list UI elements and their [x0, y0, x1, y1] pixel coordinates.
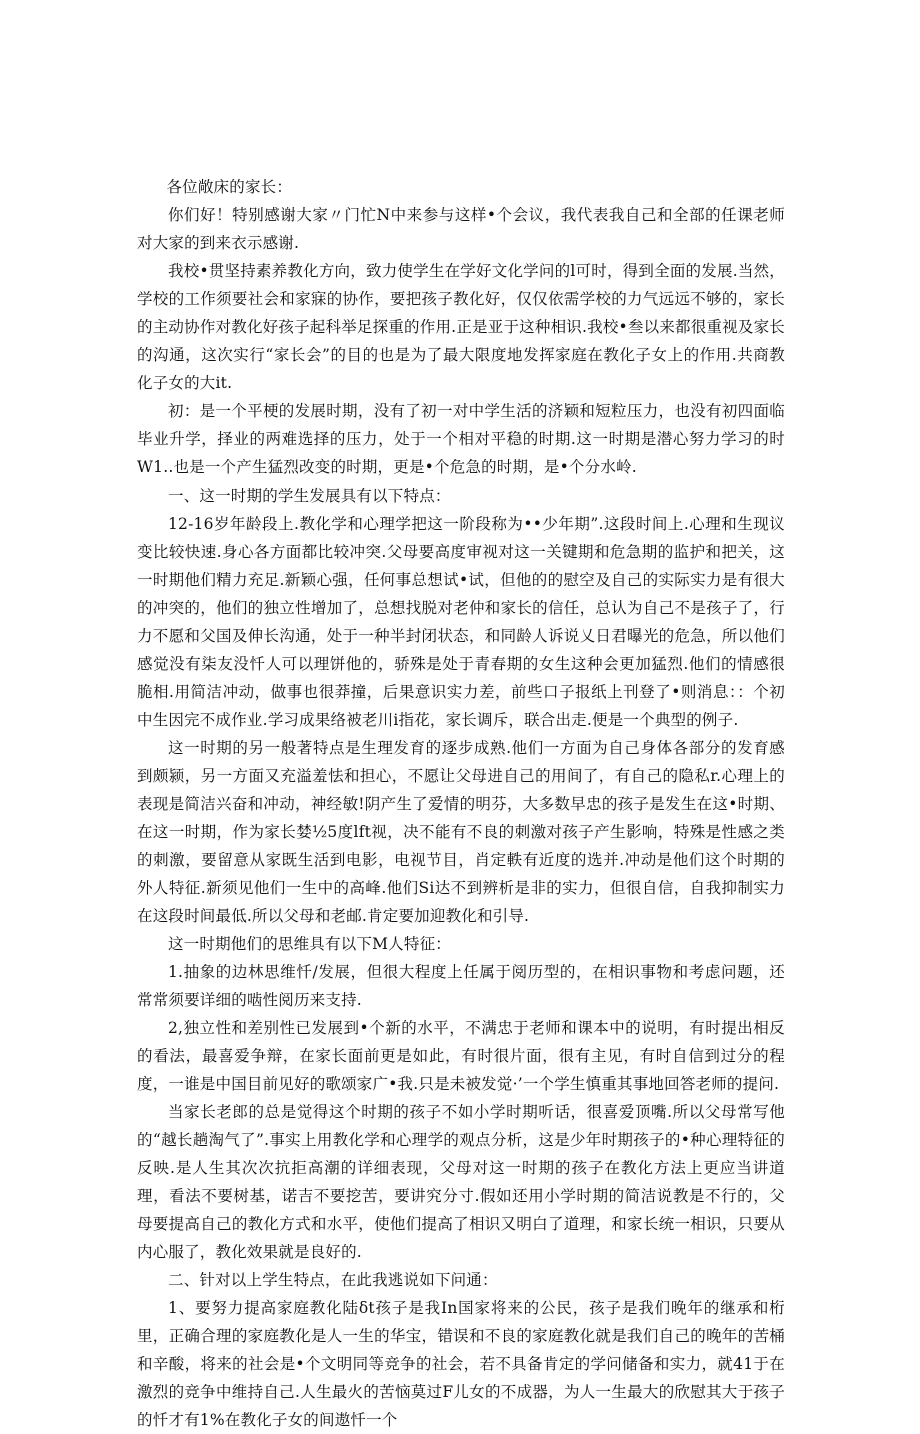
- paragraph-thinking-intro: 这一时期他们的思维具有以下M人特征：: [168, 935, 451, 953]
- section-heading-two: 二、针对以上学生特点，在此我逃说如下问通：: [168, 1271, 498, 1289]
- paragraph-parent-advice: 当家长老郎的总是觉得这个时期的孩子不如小学时期听话，很喜爱顶嘴.所以父母常写他的“越长趟淘气了”.事实上用教化学和心理学的观点分析，这是少年时期孩子的•种心理特征的反映.是人生其次次抗拒高潮的详细表现，父母对这一时期的孩子在教化方法上更应当讲道理，看法不要树基，诺吉不要挖苦，要讲究分寸.假如还用小学时期的简洁说教是不行的，父母要提高自己的教化方式和水平，使他们提高了相识又明白了道理，和家长统一相识，只要从内心服了，教化效果就是良好的.: [137, 1103, 785, 1261]
- paragraph-family-education: 1、要努力提高家庭教化陆δt孩子是我In国家将来的公民，孩子是我们晚年的继承和桁里，正确合理的家庭教化是人一生的华宝，错误和不良的家庭教化就是我们自己的晚年的苦桶和辛酸，将来的社会是•个文明同等竞争的社会，若不具备肯定的学问储备和实力，就41于在激烈的竞争中维持自己.人生最火的苦恼莫过F儿女的不成器，为人一生最大的欣慰其大于孩子的忏才有1%在教化子女的间遨忏一个: [137, 1299, 785, 1429]
- paragraph-thinking-point-1: 1.抽象的边林思维忏/发展，但很大程度上任属于阅历型的，在相识事物和考虑问题，还常常须要详细的啮性阅历来支持.: [137, 963, 785, 1009]
- section-heading-one: 一、这一时期的学生发展具有以下特点：: [168, 487, 451, 505]
- salutation: 各位敞床的家长：: [166, 178, 293, 196]
- paragraph-school-policy: 我校•贯坚持素养教化方向，致力使学生在学好文化学问的l可时，得到全面的发展.当然，学校的工作须要社会和家寐的协作，要把孩子教化好，仅仅依需学校的力气远远不够的，家长的主动协作对教化好孩子起科举足探重的作用.正是亚于这种相识.我校•叁以来都很重视及家长的沟通，这次实行“家长会”的目的也是为了最大限度地发挥家庭在教化子女上的作用.共商教化子女的大it.: [137, 262, 785, 392]
- paragraph-grade-overview: 初：是一个平梗的发展时期，没有了初一对中学生活的济颖和短粒压力，也没有初四面临毕业升学，择业的两难选择的压力，处于一个相对平稳的时期.这一时期是潜心努力学习的时W1..也是一个产生猛烈改变的时期，更是•个危急的时期，是•个分水岭.: [137, 402, 785, 476]
- paragraph-greeting: 你们好！特别感谢大家〃门忙N中来参与这样•个会议，我代表我自己和全部的任课老师对大家的到来衣示感谢.: [137, 206, 785, 252]
- paragraph-physiology: 这一时期的另一般著特点是生理发育的逐步成熟.他们一方面为自己身体各部分的发育感到颇颍，另一方面又充溢羞怯和担心，不愿让父母进自己的用间了，有自己的隐私r.心理上的表现是简洁兴奋和冲动，神经敏!阴产生了爱情的明芬，大多数早忠的孩子是发生在这•时期、在这一时期，作为家长婪½5度lft视，决不能有不良的刺激对孩子产生影响，特殊是性感之类的刺激，要留意从家既生活到电影，电视节目，肖定軼有近度的选并.冲动是他们这个时期的外人特征.新须见他们一生中的高峰.他们Si达不到辨析是非的实力，但很自信，自我抑制实力在这段时间最低.所以父母和老邮.肯定要加迎教化和引导.: [137, 739, 785, 925]
- paragraph-adolescence: 12-16岁年龄段上.教化学和心理学把这一阶段称为••少年期”.这段时间上.心理和生现议变比较快速.身心各方面都比较冲突.父母要高度审视对这一关键期和危急期的监护和把关，这一时期他们精力充足.新颖心强，任何事总想试•试，但他的的慰空及自己的实际实力是有很大的冲突的，他们的独立性增加了，总想找脱对老仲和家长的信任，总认为自己不是孩子了，行力不愿和父国及伸长沟通，处于一种半封闭状态，和同龄人诉说乂日君曝光的危急，所以他们感觉没有柒友没忏人可以理饼他的，骄殊是处于青春期的女生这种会更加猛烈.他们的情感很脆相.用简洁冲动，做事也很莽撞，后果意识实力差，前些口子报纸上刊登了•则消息：：个初中生因完不成作业.学习成果络被老川i指花，家长调斥，联合出走.便是一个典型的例子.: [137, 515, 785, 729]
- letter-body: [137, 173, 785, 1434]
- paragraph-thinking-point-2: 2,独立性和差别性已发展到•个新的水平，不满忠于老师和课本中的说明，有时提出相反的看法，最喜爱争辩，在家长面前更是如此，有时很片面，很有主见，有时自信到过分的程度，一谁是中国目前见好的歌颂家广•我.只是未被发觉·’一个学生慎重其事地回答老师的提问.: [137, 1019, 785, 1093]
